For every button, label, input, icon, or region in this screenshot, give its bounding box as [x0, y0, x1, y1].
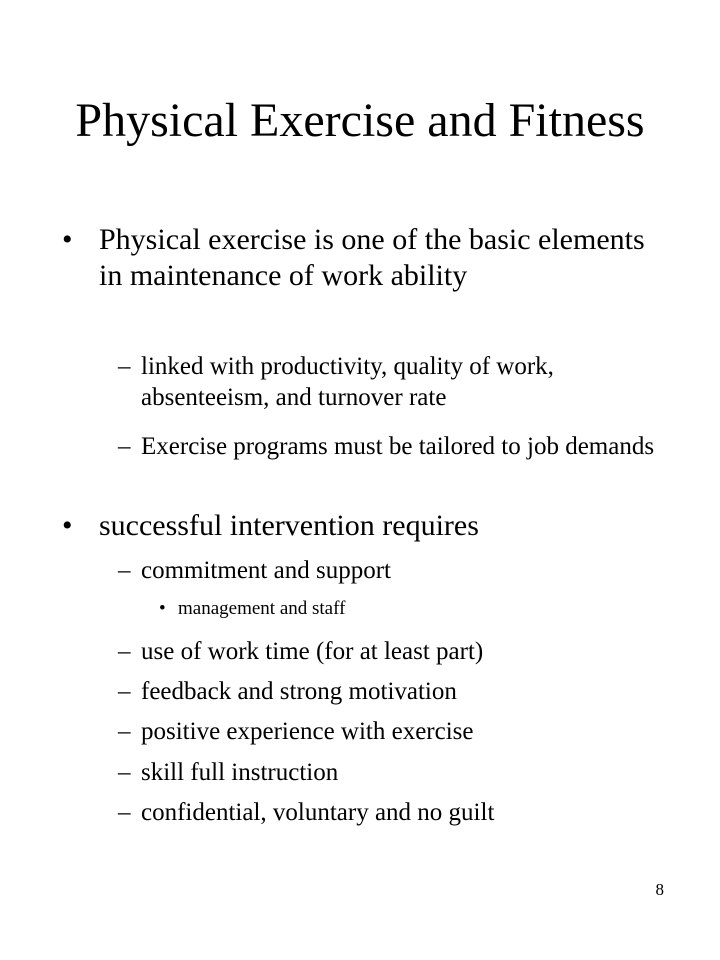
sub-bullet-text: linked with productivity, quality of work, absenteeism, and turnover rate: [141, 353, 554, 411]
dash-icon: –: [118, 557, 131, 584]
sub-bullet-text: Exercise programs must be tailored to job demands: [141, 433, 655, 460]
sub-bullet-text: commitment and support: [141, 557, 391, 584]
sub-sub-bullet-text: management and staff: [178, 598, 346, 619]
sub-bullet-text: use of work time (for at least part): [141, 638, 484, 665]
page-number: 8: [655, 880, 664, 899]
sub-bullet-item: [118, 797, 661, 828]
sub-bullet-item: [118, 676, 661, 707]
dash-icon: –: [118, 638, 131, 665]
sub-bullet-text: confidential, voluntary and no guilt: [141, 799, 495, 826]
bullet-text: successful intervention requires: [99, 509, 479, 542]
dash-icon: –: [118, 678, 131, 705]
sub-bullet-item: [118, 351, 661, 413]
sub-bullet-item: [118, 757, 661, 788]
dash-icon: –: [118, 799, 131, 826]
bullet-item: [62, 222, 659, 294]
sub-bullet-item: [118, 716, 661, 747]
bullet-icon: •: [159, 598, 166, 619]
bullet-text: Physical exercise is one of the basic elements in maintenance of work ability: [99, 223, 645, 292]
dash-icon: –: [118, 433, 131, 460]
sub-bullet-item: [118, 636, 661, 667]
slide-title: Physical Exercise and Fitness: [75, 94, 645, 147]
bullet-icon: •: [62, 223, 73, 256]
bullet-icon: •: [62, 509, 73, 542]
sub-bullet-item: [118, 431, 661, 462]
sub-sub-bullet-item: [159, 597, 638, 621]
dash-icon: –: [118, 353, 131, 380]
dash-icon: –: [118, 718, 131, 745]
dash-icon: –: [118, 759, 131, 786]
sub-bullet-text: skill full instruction: [141, 759, 339, 786]
sub-bullet-text: feedback and strong motivation: [141, 678, 457, 705]
sub-bullet-item: [118, 555, 661, 586]
bullet-item: [62, 508, 659, 544]
sub-bullet-text: positive experience with exercise: [141, 718, 474, 745]
